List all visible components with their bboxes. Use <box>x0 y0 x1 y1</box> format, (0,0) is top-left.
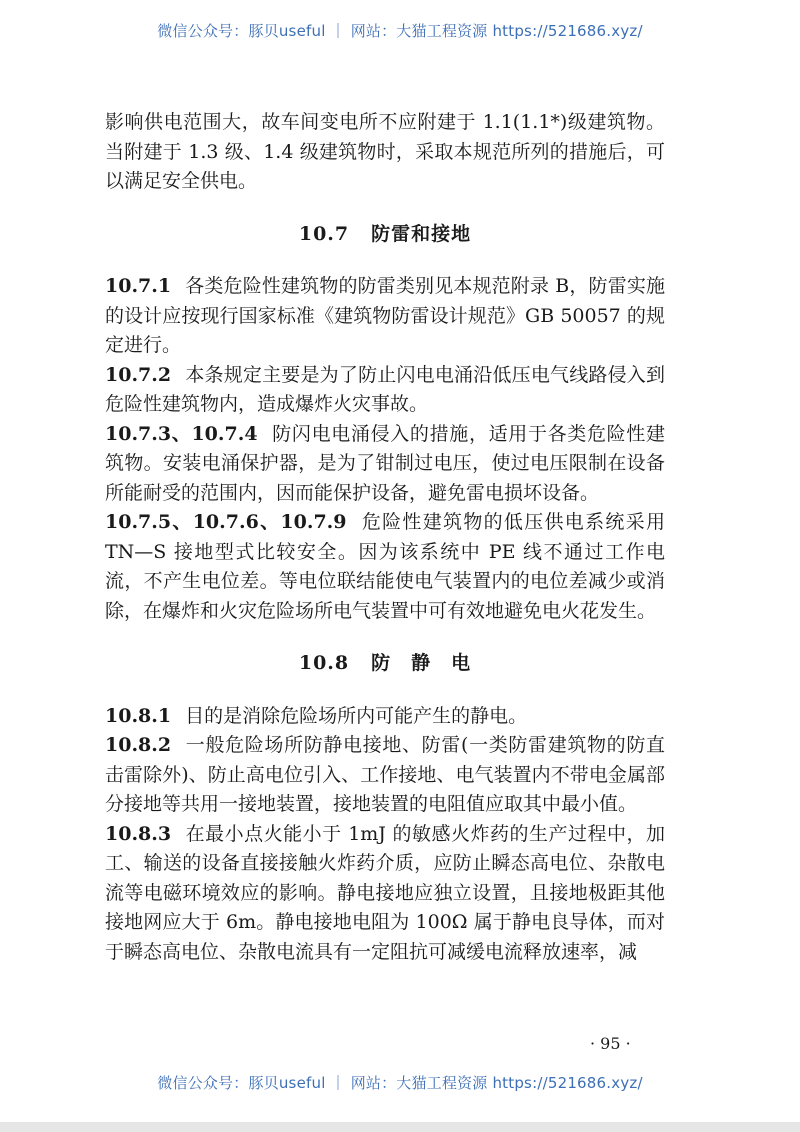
clause-number: 10.7.3、10.7.4 <box>105 422 258 445</box>
clause-10-8-2 <box>105 731 665 820</box>
clause-10-7-1 <box>105 272 665 361</box>
clause-text: 本条规定主要是为了防止闪电电涌沿低压电气线路侵入到危险性建筑物内，造成爆炸火灾事故。 <box>105 363 665 415</box>
clause-text: 一般危险场所防静电接地、防雷(一类防雷建筑物的防直击雷除外)、防止高电位引入、工作接地、电气装置内不带电金属部分接地等共用一接地装置，接地装置的电阻值应取其中最小值。 <box>105 734 665 815</box>
clause-10-7-2 <box>105 361 665 420</box>
clause-10-8-3 <box>105 820 665 968</box>
clause-number: 10.7.1 <box>105 275 172 297</box>
clause-number: 10.8.3 <box>105 822 172 845</box>
section-number: 10.8 <box>298 652 350 674</box>
clause-text: 目的是消除危险场所内可能产生的静电。 <box>185 704 528 727</box>
clause-text: 各类危险性建筑物的防雷类别见本规范附录 B，防雷实施的设计应按现行国家标准《建筑物防雷设计规范》GB 50057 的规定进行。 <box>105 275 665 356</box>
section-title: 防雷和接地 <box>371 222 472 245</box>
clause-number: 10.7.5、10.7.6、10.7.9 <box>105 511 347 533</box>
clause-10-7-5 <box>105 508 665 626</box>
document-body <box>105 108 665 967</box>
section-heading-10-8 <box>105 649 665 679</box>
page-number: · 95 · <box>590 1034 631 1053</box>
clause-10-7-3 <box>105 420 665 509</box>
clause-number: 10.7.2 <box>105 363 172 386</box>
section-title: 防 静 电 <box>371 652 472 674</box>
clause-10-8-1 <box>105 702 665 732</box>
watermark-top: 微信公众号：豚贝useful ｜ 网站：大猫工程资源 https://521686.xyz/ <box>157 22 643 40</box>
clause-number: 10.8.2 <box>105 734 172 756</box>
clause-number: 10.8.1 <box>105 704 172 727</box>
watermark-bottom: 微信公众号：豚贝useful ｜ 网站：大猫工程资源 https://521686.xyz/ <box>157 1074 643 1092</box>
clause-text: 在最小点火能小于 1mJ 的敏感火炸药的生产过程中，加工、输送的设备直接接触火炸药介质，应防止瞬态高电位、杂散电流等电磁环境效应的影响。静电接地应独立设置，且接地极距其他接地网应大于 6m。静电接地电阻为 100Ω 属于静电良导体，而对于瞬态高电位、杂散电流具有一定阻抗可减缓电流释放速率，减 <box>105 822 665 963</box>
clause-text: 危险性建筑物的低压供电系统采用 TN—S 接地型式比较安全。因为该系统中 PE 线不通过工作电流，不产生电位差。等电位联结能使电气装置内的电位差减少或消除，在爆炸和火灾危险场所电气装置中可有效地避免电火花发生。 <box>105 511 665 622</box>
section-heading-10-7 <box>105 220 665 250</box>
intro-paragraph: 影响供电范围大，故车间变电所不应附建于 1.1(1.1*)级建筑物。当附建于 1.3 级、1.4 级建筑物时，采取本规范所列的措施后，可以满足安全供电。 <box>105 111 665 192</box>
section-number: 10.7 <box>298 222 350 245</box>
page-bottom-edge <box>0 1122 800 1132</box>
clause-text: 防闪电电涌侵入的措施，适用于各类危险性建筑物。安装电涌保护器，是为了钳制过电压，使过电压限制在设备所能耐受的范围内，因而能保护设备，避免雷电损坏设备。 <box>105 422 665 504</box>
